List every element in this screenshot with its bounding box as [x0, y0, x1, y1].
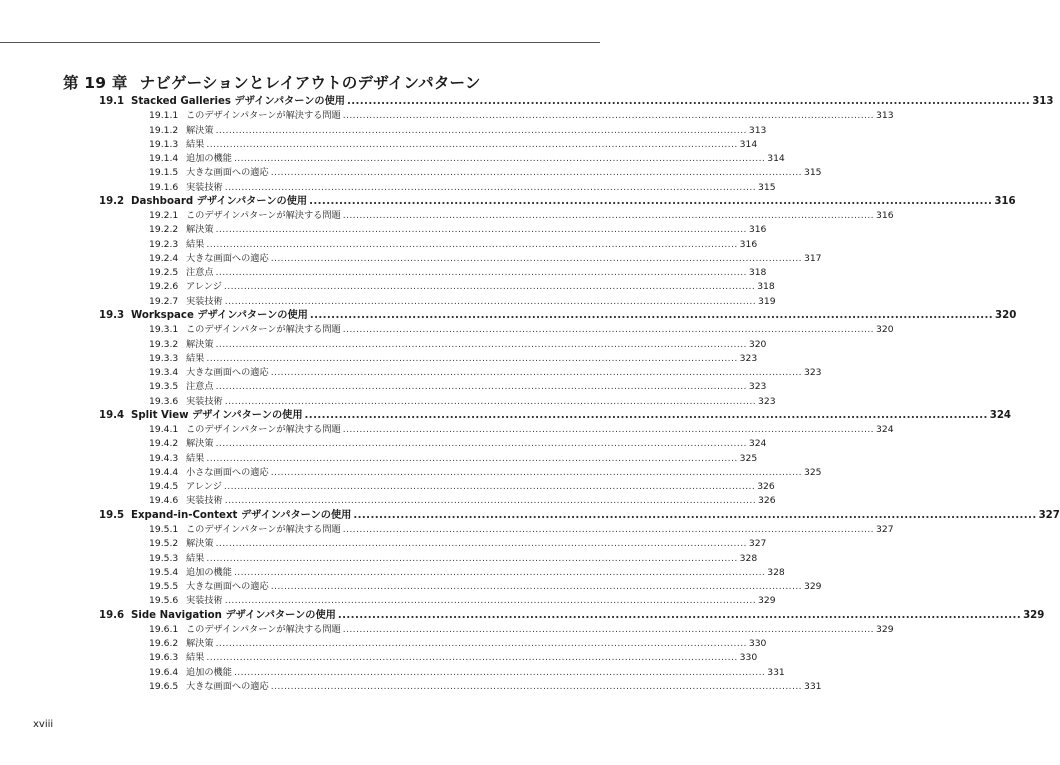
entry-number: 19.2.7 [149, 295, 179, 307]
entry-page-number: 320 [995, 309, 1017, 321]
header-rule [0, 42, 600, 43]
dot-leader: ................................................................................................................................................................ [342, 424, 874, 436]
entry-page-number: 327 [1038, 509, 1060, 521]
toc-subsection-entry[interactable] [0, 480, 775, 494]
entry-title: 実装技術 [186, 181, 223, 193]
entry-title: 実装技術 [186, 395, 223, 407]
entry-title: 大きな画面への適応 [186, 581, 269, 593]
entry-title: 追加の機能 [186, 153, 232, 165]
page-folio: xviii [33, 719, 54, 730]
entry-number: 19.3.3 [149, 352, 179, 364]
entry-number: 19.4.6 [149, 495, 179, 507]
entry-number: 19.2.1 [149, 210, 179, 222]
chapter-number: 第 19 章 [63, 74, 128, 92]
dot-leader: ................................................................................................................................................................ [215, 267, 747, 279]
toc-subsection-entry[interactable] [0, 523, 894, 537]
dot-leader: ................................................................................................................................................................ [270, 680, 802, 692]
entry-number: 19.2.4 [149, 252, 179, 264]
entry-page-number: 315 [758, 181, 776, 193]
entry-number: 19.1.3 [149, 138, 179, 150]
entry-number: 19.6.5 [149, 680, 179, 692]
entry-number: 19.1 [99, 96, 125, 107]
entry-title: 実装技術 [186, 595, 223, 607]
dot-leader: ................................................................................................................................................................ [206, 652, 738, 664]
dot-leader: ................................................................................................................................................................ [342, 623, 874, 635]
toc-subsection-entry[interactable] [0, 223, 767, 237]
entry-number: 19.6.4 [149, 666, 179, 678]
toc-subsection-entry[interactable] [0, 238, 758, 252]
toc-subsection-entry[interactable] [0, 338, 767, 352]
dot-leader: ................................................................................................................................................................ [215, 338, 747, 350]
entry-page-number: 330 [739, 652, 758, 664]
entry-page-number: 330 [748, 638, 767, 650]
entry-page-number: 329 [758, 595, 776, 607]
dot-leader: ................................................................................................................................................................ [233, 566, 766, 578]
toc-subsection-entry[interactable] [0, 280, 775, 294]
entry-number: 19.5.1 [149, 523, 179, 535]
entry-page-number: 317 [803, 252, 822, 264]
entry-title: 結果 [186, 452, 205, 464]
entry-number: 19.5.5 [149, 581, 179, 593]
entry-page-number: 326 [757, 481, 775, 493]
entry-page-number: 328 [767, 566, 785, 578]
entry-page-number: 324 [989, 409, 1012, 421]
entry-number: 19.6.2 [149, 638, 179, 650]
entry-number: 19.4.3 [149, 452, 179, 464]
entry-title: このデザインパターンが解決する問題 [186, 324, 341, 336]
entry-number: 19.3.5 [149, 381, 179, 393]
toc-subsection-entry[interactable] [0, 552, 758, 566]
dot-leader: ................................................................................................................................................................ [223, 481, 756, 493]
dot-leader: ................................................................................................................................................................ [215, 124, 747, 136]
dot-leader: ................................................................................................................................................................ [215, 638, 747, 650]
entry-number: 19.2.2 [149, 224, 179, 236]
entry-title: 結果 [186, 352, 205, 364]
dot-leader: ................................................................................................................................................................ [224, 395, 757, 407]
entry-page-number: 329 [1023, 609, 1045, 621]
toc-section-entry[interactable] [0, 509, 1060, 523]
entry-page-number: 318 [748, 267, 767, 279]
toc-section-entry[interactable] [0, 409, 1012, 423]
entry-title: 解決策 [186, 638, 214, 650]
table-of-contents [0, 95, 1060, 694]
entry-number: 19.5 [99, 509, 125, 521]
entry-title: このデザインパターンが解決する問題 [186, 623, 341, 635]
entry-title: 大きな画面への適応 [186, 367, 269, 379]
dot-leader: ................................................................................................................................................................ [206, 352, 738, 364]
entry-number: 19.1.6 [149, 181, 179, 193]
entry-number: 19.1.4 [149, 153, 179, 165]
entry-number: 19.2 [99, 195, 125, 207]
dot-leader: ................................................................................................................................................................ [270, 167, 802, 179]
entry-title: Side Navigation デザインパターンの使用 [131, 609, 336, 621]
dot-leader: ................................................................................................................................................................ [224, 595, 757, 607]
entry-title: 結果 [186, 238, 205, 250]
entry-page-number: 313 [748, 124, 767, 136]
entry-title: このデザインパターンが解決する問題 [186, 110, 341, 122]
dot-leader: ................................................................................................................................................................ [270, 466, 802, 478]
entry-page-number: 331 [767, 666, 785, 678]
dot-leader: ................................................................................................................................................................ [215, 538, 747, 550]
toc-subsection-entry[interactable] [0, 252, 822, 266]
entry-title: 大きな画面への適応 [186, 252, 269, 264]
dot-leader: ................................................................................................................................................................ [342, 523, 874, 535]
toc-subsection-entry[interactable] [0, 437, 767, 451]
dot-leader: ................................................................................................................................................................ [233, 666, 766, 678]
dot-leader: ................................................................................................................................................................ [304, 409, 988, 421]
toc-subsection-entry[interactable] [0, 323, 894, 337]
entry-title: 大きな画面への適応 [186, 167, 269, 179]
toc-subsection-entry[interactable] [0, 623, 894, 637]
entry-number: 19.4.2 [149, 438, 179, 450]
chapter-name: ナビゲーションとレイアウトのデザインパターン [139, 74, 481, 92]
toc-subsection-entry[interactable] [0, 138, 758, 152]
entry-page-number: 316 [739, 238, 758, 250]
entry-title: 解決策 [186, 124, 214, 136]
entry-number: 19.3.2 [149, 338, 179, 350]
entry-number: 19.6.1 [149, 623, 179, 635]
entry-page-number: 323 [758, 395, 776, 407]
entry-title: このデザインパターンが解決する問題 [186, 424, 341, 436]
entry-number: 19.4 [99, 409, 125, 421]
dot-leader: ................................................................................................................................................................ [224, 295, 757, 307]
entry-page-number: 315 [803, 167, 822, 179]
entry-page-number: 319 [758, 295, 776, 307]
toc-subsection-entry[interactable] [0, 366, 822, 380]
entry-title: 解決策 [186, 438, 214, 450]
entry-page-number: 324 [876, 424, 894, 436]
toc-subsection-entry[interactable] [0, 452, 758, 466]
entry-title: 解決策 [186, 538, 214, 550]
entry-number: 19.2.5 [149, 267, 179, 279]
dot-leader: ................................................................................................................................................................ [346, 96, 1031, 107]
entry-page-number: 320 [876, 324, 894, 336]
entry-page-number: 323 [748, 381, 767, 393]
entry-page-number: 328 [739, 552, 758, 564]
toc-subsection-entry[interactable] [0, 209, 894, 223]
toc-subsection-entry[interactable] [0, 295, 776, 309]
entry-title: 結果 [186, 652, 205, 664]
toc-subsection-entry[interactable] [0, 152, 785, 166]
toc-subsection-entry[interactable] [0, 566, 785, 580]
entry-number: 19.1.1 [149, 110, 179, 122]
entry-number: 19.4.4 [149, 466, 179, 478]
entry-title: 注意点 [186, 267, 214, 279]
dot-leader: ................................................................................................................................................................ [309, 309, 994, 321]
entry-title: 解決策 [186, 224, 214, 236]
toc-subsection-entry[interactable] [0, 580, 822, 594]
entry-number: 19.5.3 [149, 552, 179, 564]
toc-subsection-entry[interactable] [0, 395, 776, 409]
entry-number: 19.1.5 [149, 167, 179, 179]
entry-number: 19.2.6 [149, 281, 179, 293]
toc-section-entry[interactable] [0, 309, 1017, 323]
toc-subsection-entry[interactable] [0, 181, 776, 195]
toc-subsection-entry[interactable] [0, 380, 767, 394]
entry-number: 19.5.2 [149, 538, 179, 550]
entry-number: 19.3.4 [149, 367, 179, 379]
dot-leader: ................................................................................................................................................................ [223, 281, 756, 293]
dot-leader: ................................................................................................................................................................ [309, 195, 993, 207]
entry-title: アレンジ [186, 281, 222, 293]
toc-subsection-entry[interactable] [0, 637, 767, 651]
dot-leader: ................................................................................................................................................................ [215, 438, 747, 450]
toc-subsection-entry[interactable] [0, 109, 894, 123]
dot-leader: ................................................................................................................................................................ [215, 224, 747, 236]
toc-subsection-entry[interactable] [0, 166, 822, 180]
toc-section-entry[interactable] [0, 95, 1054, 109]
dot-leader: ................................................................................................................................................................ [206, 138, 738, 150]
entry-title: 小さな画面への適応 [186, 466, 269, 478]
entry-page-number: 314 [767, 153, 785, 165]
toc-subsection-entry[interactable] [0, 494, 776, 508]
entry-number: 19.6 [99, 609, 125, 621]
chapter-title [63, 71, 481, 93]
entry-page-number: 313 [876, 110, 894, 122]
entry-title: 追加の機能 [186, 666, 232, 678]
toc-subsection-entry[interactable] [0, 124, 767, 138]
entry-number: 19.3.1 [149, 324, 179, 336]
dot-leader: ................................................................................................................................................................ [270, 252, 802, 264]
entry-number: 19.4.1 [149, 424, 179, 436]
entry-page-number: 323 [739, 352, 758, 364]
entry-page-number: 327 [748, 538, 767, 550]
entry-page-number: 314 [739, 138, 758, 150]
entry-page-number: 326 [758, 495, 776, 507]
dot-leader: ................................................................................................................................................................ [337, 609, 1022, 621]
dot-leader: ................................................................................................................................................................ [206, 238, 738, 250]
entry-title: Expand-in-Context デザインパターンの使用 [131, 509, 352, 521]
entry-title: 実装技術 [186, 295, 223, 307]
entry-number: 19.4.5 [149, 481, 179, 493]
entry-number: 19.5.4 [149, 566, 179, 578]
entry-title: 大きな画面への適応 [186, 680, 269, 692]
entry-page-number: 316 [748, 224, 767, 236]
dot-leader: ................................................................................................................................................................ [233, 153, 766, 165]
entry-title: 実装技術 [186, 495, 223, 507]
toc-subsection-entry[interactable] [0, 266, 767, 280]
entry-title: Stacked Galleries デザインパターンの使用 [131, 96, 345, 107]
entry-title: アレンジ [186, 481, 222, 493]
entry-title: このデザインパターンが解決する問題 [186, 210, 341, 222]
entry-title: Workspace デザインパターンの使用 [131, 309, 308, 321]
dot-leader: ................................................................................................................................................................ [224, 495, 757, 507]
dot-leader: ................................................................................................................................................................ [206, 552, 738, 564]
entry-title: Dashboard デザインパターンの使用 [131, 195, 308, 207]
entry-title: Split View デザインパターンの使用 [131, 409, 303, 421]
dot-leader: ................................................................................................................................................................ [353, 509, 1037, 521]
entry-page-number: 320 [748, 338, 767, 350]
entry-page-number: 323 [803, 367, 822, 379]
dot-leader: ................................................................................................................................................................ [206, 452, 738, 464]
entry-page-number: 318 [757, 281, 775, 293]
entry-title: 解決策 [186, 338, 214, 350]
entry-page-number: 324 [748, 438, 767, 450]
entry-page-number: 316 [876, 210, 894, 222]
entry-page-number: 325 [739, 452, 758, 464]
dot-leader: ................................................................................................................................................................ [270, 367, 802, 379]
entry-title: 結果 [186, 552, 205, 564]
dot-leader: ................................................................................................................................................................ [215, 381, 747, 393]
toc-section-entry[interactable] [0, 609, 1045, 623]
entry-page-number: 329 [876, 623, 894, 635]
entry-page-number: 313 [1032, 96, 1054, 107]
entry-title: 注意点 [186, 381, 214, 393]
dot-leader: ................................................................................................................................................................ [342, 110, 874, 122]
entry-title: 結果 [186, 138, 205, 150]
dot-leader: ................................................................................................................................................................ [342, 324, 874, 336]
entry-page-number: 327 [876, 523, 894, 535]
toc-section-entry[interactable] [0, 195, 1016, 209]
dot-leader: ................................................................................................................................................................ [342, 210, 874, 222]
toc-subsection-entry[interactable] [0, 666, 785, 680]
toc-subsection-entry[interactable] [0, 423, 894, 437]
entry-title: このデザインパターンが解決する問題 [186, 523, 341, 535]
dot-leader: ................................................................................................................................................................ [224, 181, 757, 193]
entry-number: 19.6.3 [149, 652, 179, 664]
entry-number: 19.2.3 [149, 238, 179, 250]
toc-subsection-entry[interactable] [0, 537, 767, 551]
entry-page-number: 316 [994, 195, 1016, 207]
toc-subsection-entry[interactable] [0, 680, 822, 694]
entry-page-number: 325 [803, 466, 822, 478]
entry-page-number: 331 [803, 680, 822, 692]
entry-number: 19.3.6 [149, 395, 179, 407]
dot-leader: ................................................................................................................................................................ [270, 581, 802, 593]
toc-subsection-entry[interactable] [0, 352, 758, 366]
entry-number: 19.3 [99, 309, 125, 321]
entry-title: 追加の機能 [186, 566, 232, 578]
entry-number: 19.1.2 [149, 124, 179, 136]
toc-subsection-entry[interactable] [0, 651, 758, 665]
entry-number: 19.5.6 [149, 595, 179, 607]
entry-page-number: 329 [803, 581, 822, 593]
toc-subsection-entry[interactable] [0, 466, 822, 480]
toc-subsection-entry[interactable] [0, 594, 776, 608]
